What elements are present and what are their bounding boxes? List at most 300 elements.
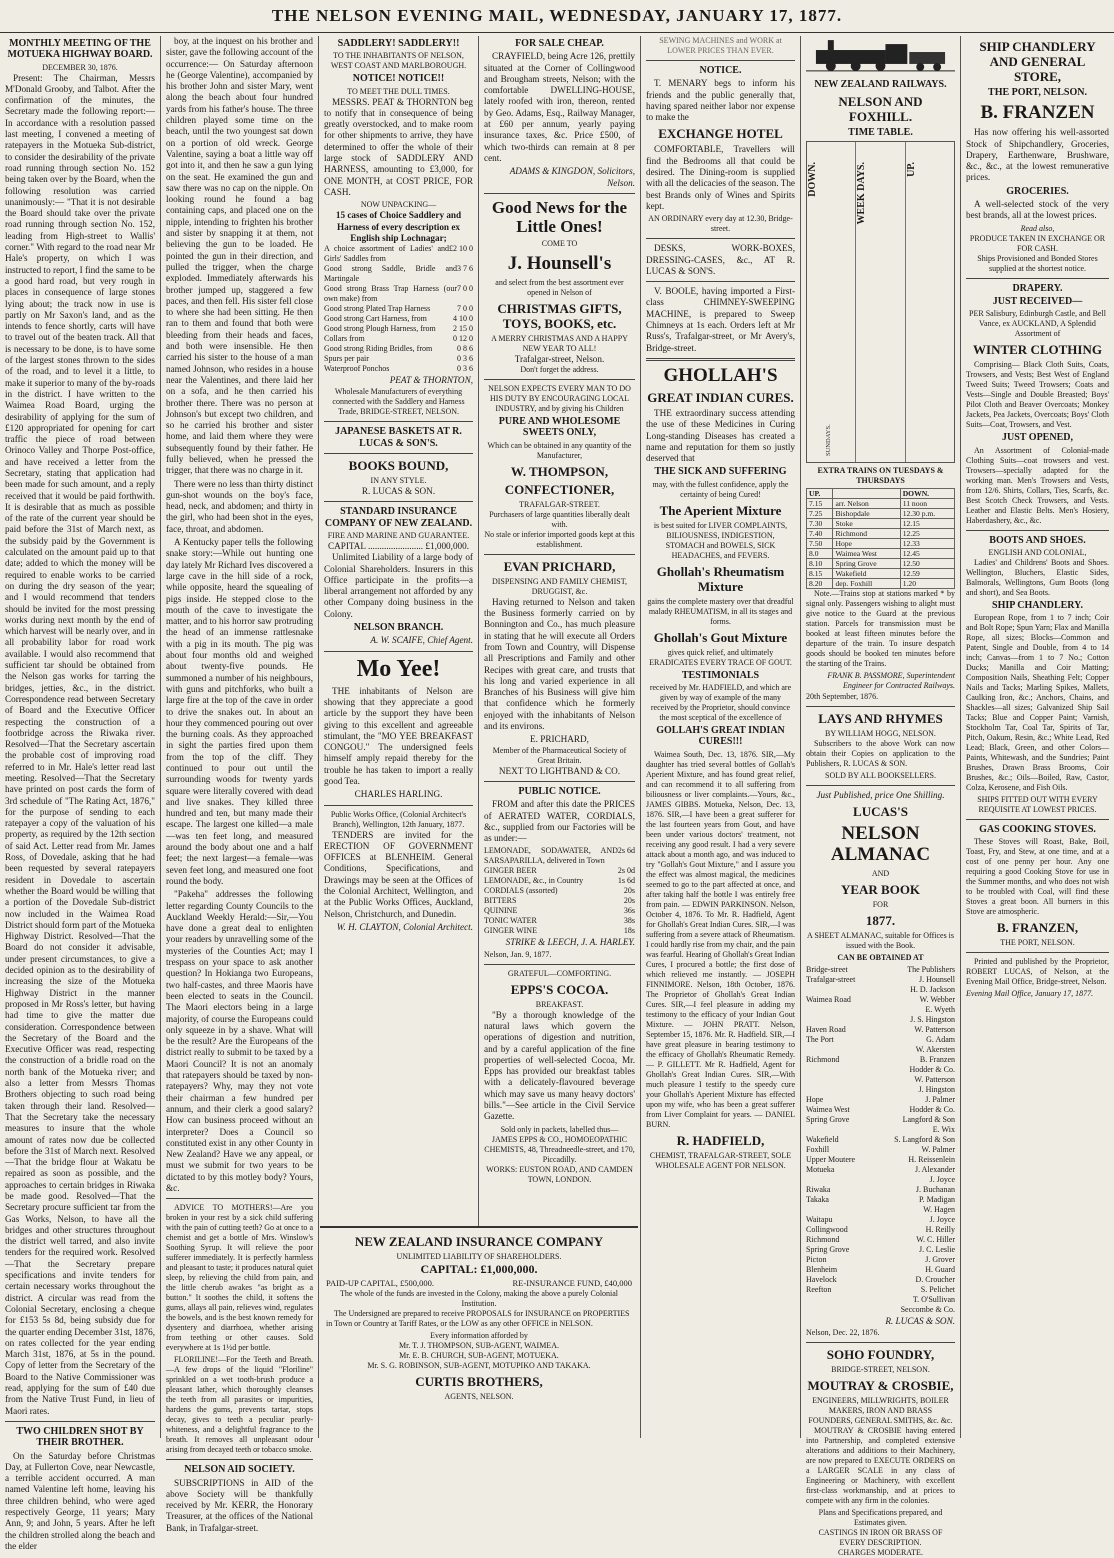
timetable-head: TIME TABLE. — [848, 126, 913, 138]
timetable-cell: Spring Grove — [833, 558, 900, 568]
shot-title: TWO CHILDREN SHOT BY THEIR BROTHER. — [16, 1425, 144, 1449]
hadfield-address: CHEMIST, TRAFALGAR-STREET, SOLE WHOLESALE AGENT FOR NELSON. — [649, 1150, 792, 1170]
divider — [484, 379, 635, 380]
ships-provisioned: Ships Provisioned and Bonded Stores supplied at the shortest notice. — [977, 253, 1098, 273]
divider — [5, 1421, 155, 1422]
agent-row-cell: W. Patterson — [914, 1025, 955, 1035]
agent-row-cell: J. Hingston — [918, 1085, 955, 1095]
agent-row-cell: Reefton — [806, 1285, 832, 1295]
sewing-machines-note: SEWING MACHINES and WORK at LOWER PRICES THAN EVER. — [659, 36, 782, 55]
menary-text-2: COMFORTABLE, Travellers will find the Bedrooms all that could be desired. The Dining-room is supplied with all the delicacies of the season. The best Brands only of Wines and Spirits kept. — [646, 144, 795, 211]
timetable-cell: 12.15 — [900, 518, 954, 528]
timetable-row — [807, 568, 955, 578]
soho-address: BRIDGE-STREET, NELSON. — [831, 1365, 930, 1375]
agent-row — [806, 1095, 955, 1105]
insurance-text: Unlimited Liability of a large body of Colonial Shareholders. Insurers in this Office participate in the profits—a liberal arrangement not afforded by any other Company doing business in the Colony. — [324, 552, 473, 619]
price-row-cell: Good strong Plated Trap Harness — [324, 304, 431, 314]
just-opened: JUST OPENED, — [1002, 432, 1073, 444]
timetable-row — [807, 518, 955, 528]
franzen-text: Has now offering his well-assorted Stock of Shipchandlery, Groceries, Drapery, Earthenware, Brushware, &c., &c., at the lowest remunerative prices. — [966, 127, 1109, 183]
timetable-cell: Waimea West — [833, 548, 900, 558]
agent-row — [806, 1065, 955, 1075]
timetable-cell: dep. Foxhill — [833, 578, 900, 588]
week-days-label: WEEK DAYS. — [856, 161, 868, 225]
agent-row — [806, 1185, 955, 1195]
standard-insurance-head: STANDARD INSURANCE COMPANY OF NEW ZEALAND. — [324, 506, 473, 529]
extra-trains: EXTRA TRAINS ON TUESDAYS & THURSDAYS — [817, 465, 944, 485]
price-row — [324, 244, 473, 264]
timetable-note: Note.—Trains stop at stations marked * by signal only. Passengers wishing to alight must give notice to the Guard at the previous station. Parcels for transmission must be booked at least fifteen minutes before the departure of the train. To insure despatch goods should be booked ten minutes before the starting of the Trains. — [806, 588, 955, 668]
price-row-cell: 4 10 0 — [453, 314, 473, 324]
franzen-address-2: THE PORT, NELSON. — [1000, 938, 1075, 948]
lays-text: Subscribers to the above Work can now obtain their Copies on application to the Publishers, R. LUCAS & SON. — [806, 738, 955, 768]
timetable-cell: 8.10 — [807, 558, 833, 568]
thompson-intro: NELSON EXPECTS EVERY MAN TO DO HIS DUTY BY ENCOURAGING LOCAL INDUSTRY, and by giving his Children — [488, 384, 631, 414]
timetable-cell: 8.0 — [807, 548, 833, 558]
winter-clothing-list: Comprising— Black Cloth Suits, Coats, Trowsers, and Vests; Best West of England Tweed Suits; Tweed Trowsers; Coats and Vests—Single and Double Breasted; Boys' Pilot Cloth and Beaver Overcoats; Monkey Jackets, Pea Jackets, Overcoats; Boys' Cloth Suits—Coat, Trowsers, and Vest. — [966, 360, 1109, 430]
agent-row-cell: Trafalgar-street — [806, 975, 856, 985]
chandlery-list: European Rope, from 1 to 7 inch; Coir and Bolt Rope; Spun Yarn; Flax and Manilla Rope, all sizes; Blocks—Common and Patent, Single and Double, from 4 to 14 inch; Canvas—from 1 to 7 No.; Cotton Ducks; Manilla and Coir Matting; Composition Nails, Sheathing Felt; Copper Nails and Tacks; Marling Spikes, Mallets, Caulking Iron, &c.; Anchors, Chains, and Shackles—all sizes; Galvanized Ship Sail Tacks; Blue and Copper Paint; Varnish, Stockholm Tar, Coal Tar, Spirits of Tar, Pitch, Oakum, Resin, &c.; White Lead, Red Lead; Black, Green, and other Colors—Paints, Whitewash, and the Sundries; Paint Brushes, Drawn Brass Brooms, Coir Brushes, &c.; Oils—Boiled, Raw, Castor, Colza, Kerosene, and Fish Oils. — [966, 613, 1109, 793]
agent-row — [806, 965, 955, 975]
castings: CASTINGS IN IRON OR BRASS OF EVERY DESCRIPTION. — [818, 1528, 943, 1548]
nelson-branch: NELSON BRANCH. — [353, 622, 444, 634]
agent-row-cell: B. Franzen — [919, 1055, 955, 1065]
moutray-text: MOUTRAY & CROSBIE having entered into Partnership, and completed extensive alterations and additions to their Machinery, are now prepared to EXECUTE ORDERS on a LARGER SCALE in any class of Engineering or Machinery, with excellent first-class workmanship, and at prices to compete with any firm in the colonies. — [806, 1426, 955, 1506]
timetable-row — [807, 538, 955, 548]
divider — [646, 60, 795, 61]
drink-row — [484, 926, 635, 936]
price-row — [324, 264, 473, 284]
agent-row-cell: Waitapu — [806, 1215, 833, 1225]
divider — [966, 819, 1109, 820]
produce-note: PRODUCE TAKEN IN EXCHANGE OR FOR CASH. — [969, 233, 1106, 253]
agent-row — [806, 1165, 955, 1175]
timetable-cell: 12.50 — [900, 558, 954, 568]
timetable-cell: 7.40 — [807, 528, 833, 538]
shot-story-wounds: There were no less than thirty distinct gun-shot wounds on the boy's face, head, neck, and abdomen; and thirty in the girl, who had been shot in the eyes, face, throat, and abdomen. — [166, 478, 313, 534]
timetable-cell: Richmond — [833, 528, 900, 538]
sub-agent: Mr. E. B. CHURCH, SUB-AGENT, MOTUEKA. — [399, 1351, 559, 1360]
fire-marine: FIRE AND MARINE AND GUARANTEE. — [327, 530, 470, 540]
agent-row-cell: W. Patterson — [914, 1075, 955, 1085]
price-row-cell: 3 7 6 — [457, 264, 473, 274]
timetable-cell: 7.25 — [807, 508, 833, 518]
price-row — [324, 334, 473, 344]
evan-prichard-text: Having returned to Nelson and taken the Business formerly carried on by Bonnington and Co., has much pleasure in stating that he will execute all Orders from Town and Country, will Dispense all Prescriptions and Family and other Recipes with great care, and trusts that his long and varied experience in all Branches of his Business will give him that confidence which he formerly enjoyed with the inhabitants of Nelson and its environs. — [484, 596, 635, 732]
peat-address: Wholesale Manufacturers of everything connected with the Saddlery and Harness Trade, BRIDGE-STREET, NELSON. — [332, 387, 465, 417]
lays-sold: SOLD BY ALL BOOKSELLERS. — [825, 770, 936, 780]
mo-yee-head: Mo Yee! — [356, 655, 441, 682]
drink-row — [484, 846, 635, 866]
timetable-cell: 11 noon — [900, 498, 954, 508]
divider — [806, 785, 955, 786]
timetable-cell: 12.33 — [900, 538, 954, 548]
testimonial-letters: Waimea South, Dec. 13, 1876. SIR,—My daughter has tried several bottles of Gollah's Aperient Mixture, and has found great relief, and can recommend it to all suffering from biliousness or liver complaints.—Yours, &c., JAMES GIBBS. Motueka, Nelson, Dec. 13, 1876. SIR,—I have been a great sufferer for the last fourteen years from Gout, and have been under various doctors' treatment, not receiving any good result. I had a very severe attack about a month ago, and was induced to try "Gollah's Gout Mixture," and I assure you the effect was almost magical, the medicines seemed to go to the part affected at once, and after taking half the bottle I was entirely free from pain. — EDWIN PARKINSON. Nelson, October 4, 1876. To Mr. R. Hadfield, Agent for Ghollah's Great Indian Cures. SIR,—I was suffering from a severe attack of Rheumatism. I could hardly rise from my chair, and the pain was fearful. Hearing of Ghollah's Great Indian Cures, I procured a bottle; the first dose of which relieved me instantly. — JOSEPH FINNIMORE. Nelson, 18th October, 1876. The Proprietor of Ghollah's Great Indian Cures. SIR,—I feel pleasure in adding my testimony to the efficacy of your Indian Gout Mixture. — JOHN PRATT. Nelson, September 15, 1876. Mr. R. Hadfield. SIR,—I have great pleasure in bearing testimony to the efficacy of Ghollah's Rheumatic Remedy. — P. GILLETT. Mr R. Hadfield, Agent for Ghollah's Great Indian Cures. SIR,—With much pleasure I testify to the speedy cure your Ghollah's Aperient Mixture has effected upon my wife, who has been a great sufferer from Liver Complaint for years. — DANIEL BURN. — [646, 749, 795, 1129]
reinsurance-fund: RE-INSURANCE FUND, £40,000 — [512, 1277, 632, 1288]
sub-agent: Mr. S. G. ROBINSON, SUB-AGENT, MOTUPIKO AND TAKAKA. — [367, 1361, 591, 1370]
agent-row-cell: Seccombe & Co. — [900, 1305, 955, 1315]
drink-row-cell: LEMONADE, &c., in Country — [484, 876, 584, 886]
gout-text: gives quick relief, and ultimately ERADICATES EVERY TRACE OF GOUT. — [649, 647, 792, 667]
agent-row-cell: P. Madigan — [919, 1195, 955, 1205]
agent-row — [806, 1305, 955, 1315]
agent-row — [806, 1255, 955, 1265]
timetable-cell: 1.20 — [900, 578, 954, 588]
drink-row — [484, 906, 635, 916]
franzen-name: B. FRANZEN — [980, 102, 1095, 124]
agent-row — [806, 1105, 955, 1115]
divider — [646, 358, 795, 361]
agent-row — [806, 1225, 955, 1235]
drink-row — [484, 876, 635, 886]
price-row-cell: Good strong Riding Bridles, from — [324, 344, 433, 354]
timetable-cell: 7.30 — [807, 518, 833, 528]
agent-row-cell: Haven Road — [806, 1025, 846, 1035]
advice-to-mothers: ADVICE TO MOTHERS!—Are you broken in your rest by a sick child suffering with the pain of cutting teeth? Go at once to a chemist and get a bottle of Mrs. Winslow's Soothing Syrup. It will relieve the poor sufferer immediately. It is perfectly harmless and pleasant to taste; it produces natural quiet sleep, by relieving the child from pain, and the little cherub awakes "as bright as a button." It soothes the child, it softens the gums, allays all pain, relieves wind, regulates the bowels, and is the best known remedy for dysentery and diarrhoea, whether arising from teething or other causes. Sold everywhere at 1s 1½d per bottle. — [166, 1203, 313, 1353]
books-lucas: R. LUCAS & SON. — [361, 486, 436, 497]
agent-row — [806, 1235, 955, 1245]
moutray-trades: ENGINEERS, MILLWRIGHTS, BOILER MAKERS, IRON AND BRASS FOUNDERS, GENERAL SMITHS, &c. &c. — [808, 1396, 953, 1426]
price-row-cell: 7 0 0 — [457, 284, 473, 294]
price-row-cell: Good strong Brass Trap Harness (our own make) from — [324, 284, 457, 304]
divider — [646, 281, 795, 282]
saddlery-to: TO THE INHABITANTS OF NELSON, WEST COAST AND MARLBOROUGH. — [330, 51, 467, 71]
information-afforded: Every information afforded by — [430, 1331, 528, 1340]
extra-trains-table — [806, 488, 955, 589]
timetable-down-block — [807, 142, 856, 462]
divider — [324, 421, 473, 422]
price-row-cell: £2 10 0 — [449, 244, 473, 254]
price-row — [324, 284, 473, 304]
passmore-sign: FRANK B. PASSMORE, Superintendent Engineer for Contracted Railways. — [827, 670, 955, 690]
funds-invested: The whole of the funds are invested in the Colony, making the above a purely Colonial Institution. — [339, 1289, 619, 1308]
timetable-row — [807, 508, 955, 518]
thompson-name: W. THOMPSON, — [510, 463, 609, 479]
just-received: JUST RECEIVED— — [992, 295, 1083, 307]
drink-row — [484, 896, 635, 906]
drink-row — [484, 866, 635, 876]
agent-row-cell: Hodder & Co. — [909, 1065, 955, 1075]
timetable-row — [807, 528, 955, 538]
aperient-mixture: The Aperient Mixture — [659, 502, 782, 518]
divider — [484, 964, 635, 965]
agent-row-cell: Bridge-street — [806, 965, 848, 975]
unlimited-liability: UNLIMITED LIABILITY OF SHAREHOLDERS. — [396, 1252, 562, 1261]
price-row — [324, 304, 473, 314]
good-news-head: Good News for the Little Ones! — [491, 197, 628, 236]
aperient-text: is best suited for LIVER COMPLAINTS, BILIOUSNESS, INDIGESTION, STOMACH and BOWELS, SICK HEADACHES, and FEVERS. — [653, 520, 788, 560]
curtis-agents: AGENTS, NELSON. — [444, 1392, 514, 1401]
boots-text: Ladies' and Childrens' Boots and Shoes. Wellington, Bluchers, Elastic Sides, Balmorals, Wellingtons, Gum Boots (long and short), and Sea Boots. — [966, 557, 1109, 597]
timetable-header-cell — [833, 488, 900, 498]
for-label: FOR — [872, 900, 889, 910]
timetable-cell: Stoke — [833, 518, 900, 528]
agent-row — [806, 1025, 955, 1035]
rheumatism-mixture: Ghollah's Rheumatism Mixture — [656, 563, 785, 594]
scaife-sign: A. W. SCAIFE, Chief Agent. — [370, 635, 473, 646]
agent-row — [806, 1245, 955, 1255]
public-works-office: Public Works Office, (Colonial Architect's Branch), Wellington, 12th January, 1877. — [330, 809, 467, 829]
lays-by: BY WILLIAM HOGG, NELSON. — [825, 728, 936, 738]
agent-row-cell: H. Reilly — [925, 1225, 955, 1235]
drink-row-cell: GINGER WINE — [484, 926, 537, 936]
gollah-cures: GOLLAH'S GREAT INDIAN CURES!!! — [656, 725, 785, 748]
timetable-row — [807, 498, 955, 508]
agent-row — [806, 1265, 955, 1275]
ghollah-text: THE extraordinary success attending the use of these Medicines in Curing Long-standing Diseases has created a name and reputation for them so justly deserved that — [646, 407, 795, 464]
ships-fitted: SHIPS FITTED OUT WITH EVERY REQUISITE AT LOWEST PRICES. — [977, 795, 1098, 815]
almanac-agents-list — [806, 965, 955, 1315]
epps-grateful: GRATEFUL—COMFORTING. — [507, 968, 612, 978]
agent-row-cell: S. Langford & Son — [894, 1135, 955, 1145]
drinks-price-list — [484, 846, 635, 936]
agent-row — [806, 1045, 955, 1055]
hounsell-sub: and select from the best assortment ever opened in Nelson of — [495, 277, 624, 297]
gas-stoves-head: GAS COOKING STOVES. — [979, 824, 1096, 836]
read-also: Read also, — [1020, 223, 1055, 233]
passmore-date: 20th September, 1876. — [806, 691, 879, 701]
agent-row — [806, 1015, 955, 1025]
price-row-cell: Spurs per pair — [324, 354, 369, 364]
price-row — [324, 364, 473, 374]
divider — [484, 554, 635, 555]
agent-row — [806, 995, 955, 1005]
timetable-cell: Bishopdale — [833, 508, 900, 518]
agent-row-cell: Spring Grove — [806, 1245, 850, 1255]
harling-sign: CHARLES HARLING. — [354, 789, 443, 800]
gas-stoves-text: These Stoves will Roast, Bake, Boil, Toast, Fry, and Stew, at one time, and at a cost of one penny per hour. Any one requiring a good Cooking Stove for use in the Summer months, and who does not wish to be troubled with Coal, will find these Stoves a great boon. All burners in this Stove are atmospheric. — [966, 837, 1109, 917]
agent-row-cell: Blenheim — [806, 1265, 838, 1275]
price-row — [324, 344, 473, 354]
agent-row — [806, 1275, 955, 1285]
meeting-report: Present: The Chairman, Messrs M'Donald Grooby, and Talbot. After the confirmation of the minutes, the Secretary made the following report:— In accordance with a resolution passed last meeting, I convened a meeting of ratepayers in the Motueka Sub-district, to consider the desirability of the private road running through section No. 152 being taken over by the Board, when the following resolution was carried unanimously:— "That it is not desirable the Board should take over the private road running through section No. 152, leading from High-street to Wallis' corner." With regard to the road near Mr Hale's property, on which I was instructed to report, I find the same to be a good hard road, but very rough in places in consequence of large stones lying about; the track now in use is partly on Mr Saxon's land, and as the intends to fence shortly, carts will have to travel out of the beaten track. All that is necessary to be done, is to have some of the largest stones thrown to the sides of the road, and to level it a little, to make it superior to many of the by-roads in the district. I have written to the Waimea Road Board, urging the desirability of applying for the sum of £120 appropriated for opening for cart traffic the piece of road between Orinoco Valley and Thorpe Post-office, and have received a letter from the Secretary, stating that application had been made for such amount, and a reply received that it would be paid forthwith. It is desirable that as much as possible of the rate of the current year should be paid before the 31st of March next, as the subsidy paid by the Government is calculated on the amount paid up to that date; added to which the money will be required to enable works to be carried on during the dry season of the year; and I would recommend that tenders should be invited for the most pressing works during next month by the end of which harvest will be nearly over, and in all probability labor for road work available. I would also recommend that sufficient tar should be obtained from the Nelson gas works for tarring the bridges, jetties, &c., in the district. Correspondence read between Secretary of Board and the Executive Officer respecting the construction of a footbridge across the Riwaka river. Resolved—That the Secretary ascertain the probable cost of improving road referred to in Mr. Hale's letter read last meeting. Resolved—That the Secretary have printed on post cards the form of 3rd schedule of "The Rating Act, 1876," for the purpose of sending to each ratepayer a copy of the valuation of his property, as required by the 12th section of said Act. Letter read from Mr. James Ross, of Dovedale, asking that he had been requested by several ratepayers resident in Dovedale to ascertain whether the Board would be willing that a portion of the Dovedale Sub-district now included in the Waimea Road District should form part of the Motueka Highway District. Resolved—That the Board do not consider it advisable, under present circumstances, to give a decided opinion as to the desirability of increasing the size of the Motueka Highway District in the manner proposed in Mr Ross's letter, but having had time to give the matter due consideration. Correspondence between the Secretary of the Board and the Executive Officer was read, respecting the construction of a bridle road on the north bank of the Motueka river; and also a letter from Messrs Thomas Brothers objecting to such road being taken through their land. Resolved—That the Secretary take the necessary measures to insure that the whole amount of rates now due be collected before the 31st of March next. Resolved—That the bridge flour at Wakatu be repaired as soon as possible, and the approaches to certain bridges in Riwaka be made good. Resolved—That the Secretary procure sufficient tar from the Gas Works, Nelson, to have all the bridges and other structures throughout the district well tarred, and also invite tenders for the required work. Resolved—That the Secretary prepare specifications and invite tenders for certain necessary works throughout the district. A circular was read from the Colonial Secretary, enclosing a cheque for £153 5s 8d, being subsidy due for the quarter ending December 31st, 1876, on rates collected for the year ending March 31st, 1876, at 5s in the pound. Copy of letter from the Secretary of the Board to the Native Commissioner was read, applying for the sum of £40 due from the Native Trust Fund, in lieu of Maori rates. — [5, 72, 155, 1416]
notice-head: NOTICE. — [699, 65, 742, 76]
divider — [324, 453, 473, 454]
drink-row-cell: 18s — [623, 926, 635, 936]
adams-kingdon-sign: ADAMS & KINGDON, Solicitors, Nelson. — [509, 166, 635, 188]
just-published: Just Published, price One Shilling. — [816, 789, 945, 800]
groceries-head: GROCERIES. — [1006, 185, 1069, 197]
public-notice-head: PUBLIC NOTICE. — [518, 785, 601, 797]
agent-row-cell: Hodder & Co. — [909, 1105, 955, 1115]
moutray-crosbie: MOUTRAY & CROSBIE, — [807, 1378, 954, 1394]
timetable-row — [807, 558, 955, 568]
saddlery-head: SADDLERY! SADDLERY!! — [337, 38, 460, 49]
up-label: UP. — [905, 161, 917, 177]
timetable-cell: 12.30 p.m. — [900, 508, 954, 518]
testimonials-head: TESTIMONIALS — [681, 669, 760, 681]
drink-row-cell: 20s — [623, 896, 635, 906]
column-5 — [640, 36, 800, 1438]
evan-prichard-sub: DISPENSING AND FAMILY CHEMIST, DRUGGIST, &c. — [491, 576, 628, 596]
pure-sweets: PURE AND WHOLESOME SWEETS ONLY, — [498, 416, 621, 439]
agent-row — [806, 1055, 955, 1065]
testimonials-text: received by Mr. HADFIELD, and which are given by way of example of the many received by the Proprietor, should convince the most sceptical of the excellence of — [649, 683, 792, 723]
lucas-date: Nelson, Dec. 22, 1876. — [806, 1328, 880, 1338]
agent-row-cell: Hope — [806, 1095, 824, 1105]
agent-row-cell: Upper Moutere — [806, 1155, 856, 1165]
divider — [484, 781, 635, 782]
peat-sign: PEAT & THORNTON, — [389, 375, 473, 386]
divider — [324, 651, 473, 652]
agent-row-cell: J. Grover — [925, 1255, 955, 1265]
meeting-title: MONTHLY MEETING OF THE MOTUEKA HIGHWAY BOARD. — [7, 38, 153, 61]
agent-row-cell: Spring Grove — [806, 1115, 850, 1125]
epps-sign: JAMES EPPS & CO., HOMOEOPATHIC CHEMISTS, 48, Threadneedle-street, and 170, Piccadilly. — [484, 1134, 635, 1164]
agent-row — [806, 985, 955, 995]
agent-row — [806, 1145, 955, 1155]
drink-row-cell: TONIC WATER — [484, 916, 537, 926]
agent-row-cell: S. Pelichet — [920, 1285, 955, 1295]
curtis-brothers: CURTIS BROTHERS, — [415, 1374, 543, 1389]
dull-times: TO MEET THE DULL TIMES. — [347, 86, 450, 96]
paid-up-capital: PAID-UP CAPITAL, £500,000. — [326, 1277, 435, 1288]
county-letter: "Pakeha" addresses the following letter regarding County Councils to the Auckland Weekly Herald:—Sir,—You have done a great deal to enlighten your readers by unravelling some of the mysteries of the Counties Act; may I trespass on your space to ask another question? In Hokianga two Europeans, two half-castes, and three Maoris have been elected to seats in the Council. The Maori electors being in a large majority, of course the Europeans could only squeeze in by a shave. What will be the result? Are the Europeans of the district really to submit to be taxed by a Maori Council? It is not an anomaly that ratepayers should be taxed by non-ratepayers? Why, may they not vote their chairman a few hundred per annum, and their clerk a good salary? How can business proceed without an interpreter? Does a Council so constituted exist in any other County in New Zealand? Have we any appeal, or must we submit for two years to be dictated to by this motley body? Yours, &c. — [166, 889, 313, 1193]
almanac-title: NELSON ALMANAC — [830, 823, 931, 866]
timetable-header-row — [807, 488, 955, 498]
books-style: IN ANY STYLE. — [370, 476, 427, 486]
exchange-hotel: EXCHANGE HOTEL — [658, 126, 783, 142]
aid-society-text: SUBSCRIPTIONS in AID of the above Society will be thankfully received by Mr. KERR, the Honorary Treasurer, at the offices of the National Bank, in Trafalgar-street. — [166, 1477, 313, 1533]
timetable-cell: 12.59 — [900, 568, 954, 578]
agent-row-cell: Motueka — [806, 1165, 835, 1175]
epps-sold: Sold only in packets, labelled thus— — [500, 1124, 619, 1134]
evan-prichard-head: EVAN PRICHARD, — [503, 558, 616, 574]
timetable-header-cell: DOWN. — [900, 488, 954, 498]
divider — [324, 501, 473, 502]
gout-mixture: Ghollah's Gout Mixture — [653, 629, 788, 645]
confectioner-address: TRAFALGAR-STREET. — [519, 499, 600, 509]
timetable-cell: 8.20 — [807, 578, 833, 588]
agent-row-cell: Langford & Son — [902, 1115, 955, 1125]
clayton-sign: W. H. CLAYTON, Colonial Architect. — [336, 921, 473, 932]
agent-row-cell: The Publishers — [907, 965, 955, 975]
price-row-cell: 0 8 6 — [457, 344, 473, 354]
agent-row — [806, 1115, 955, 1125]
drapery-head: DRAPERY. — [1012, 282, 1063, 294]
boots-head: BOOTS AND SHOES. — [989, 534, 1086, 546]
nz-insurance-head: NEW ZEALAND INSURANCE COMPANY — [354, 1234, 604, 1249]
agent-row-cell: Foxhill — [806, 1145, 830, 1155]
divider — [646, 238, 795, 239]
timetable-cell: 12.25 — [900, 528, 954, 538]
drink-row-cell: LEMONADE, SODAWATER, AND SARSAPARILLA, delivered in Town — [484, 846, 618, 866]
agent-row-cell: J. C. Leslie — [919, 1245, 955, 1255]
imprint-date: Evening Mail Office, January 17, 1877. — [966, 989, 1094, 999]
for-sale-text: CRAYFIELD, being Acre 126, prettily situated at the Corner of Collingwood and Brougham streets, Nelson; with the comfortable DWELLING-HOUSE, lately roofed with iron, thereon, rented by Geo. Adams, Esq., Railway Manager, at £60 per annum, yearly paying insurance taxes, &c. Price £500, of which two-thirds can remain at 8 per cent. — [484, 51, 635, 163]
ghollah-head: GHOLLAH'S — [663, 364, 778, 386]
peat-announcement: MESSRS. PEAT & THORNTON beg to notify that in consequence of being greatly overstocked, and to make room for other shipments to arrive, they have determined to offer the whole of their large stock of SADDLERY AND HARNESS, amounting to £3,000, for ONE MONTH, at COST PRICE, FOR CASH. — [324, 96, 473, 197]
epps-head: EPPS'S COCOA. — [510, 981, 609, 997]
for-sale-head: FOR SALE CHEAP. — [515, 38, 604, 49]
agent-row-cell: E. Wix — [932, 1125, 955, 1135]
and-label: AND — [871, 869, 890, 879]
hounsell-name: J. Hounsell's — [507, 252, 612, 274]
divider — [484, 193, 635, 194]
agent-row-cell: The Port — [806, 1035, 834, 1045]
salisbury-note: PER Salisbury, Edinburgh Castle, and Bell Vance, ex AUCKLAND, A Splendid Assortment of — [969, 309, 1106, 339]
agent-row — [806, 1085, 955, 1095]
price-row — [324, 314, 473, 324]
ghollah-text-2: may, with the fullest confidence, apply the certainty of being Cured! — [652, 479, 789, 499]
christmas-gifts: CHRISTMAS GIFTS, TOYS, BOOKS, etc. — [497, 300, 622, 331]
timetable-cell: Hope — [833, 538, 900, 548]
drink-row-cell: 36s — [623, 906, 635, 916]
japanese-baskets: JAPANESE BASKETS AT R. LUCAS & SON'S. — [335, 426, 462, 449]
agent-row-cell: G. Adam — [926, 1035, 955, 1045]
unpacking: NOW UNPACKING— — [360, 200, 437, 210]
price-row-cell: Good strong Plough Harness, from — [324, 324, 436, 334]
sick-and-suffering: THE SICK AND SUFFERING — [654, 466, 787, 478]
almanac-year: 1877. — [865, 913, 896, 929]
evan-address: NEXT TO LIGHTBAND & CO. — [498, 765, 621, 776]
timetable-cell: 7.15 — [807, 498, 833, 508]
drink-row-cell: 2s 6d — [617, 846, 635, 856]
divider — [166, 1459, 313, 1460]
epps-sub: BREAKFAST. — [535, 999, 584, 1009]
tenders-text: TENDERS are invited for the ERECTION OF GOVERNMENT OFFICES at BLENHEIM. General Conditions, Specifications, and Drawings may be seen at the Offices of the Colonial Architect, Wellington, and at the Public Works Offices, Auckland, Nelson, Christchurch, and Dunedin. — [324, 829, 473, 919]
timetable-up-block — [906, 142, 954, 462]
boots-sub: ENGLISH AND COLONIAL, — [988, 547, 1087, 557]
evan-member: Member of the Pharmaceutical Society of Great Britain. — [492, 745, 627, 765]
drink-row-cell: 1s 6d — [617, 876, 635, 886]
agent-row-cell: H. D. Jackson — [910, 985, 955, 995]
ordinary-note: AN ORDINARY every day at 12.30, Bridge-street. — [648, 214, 793, 234]
sub-agents-list — [326, 1341, 632, 1371]
saddlery-price-list — [324, 244, 473, 374]
timetable-weekdays-block — [856, 142, 905, 462]
agent-row-cell: E. Wyeth — [925, 1005, 955, 1015]
capital-row — [326, 1278, 632, 1290]
drink-row-cell: QUININE — [484, 906, 518, 916]
agent-row-cell: J. Buchanan — [915, 1185, 955, 1195]
aid-society-title: NELSON AID SOCIETY. — [184, 1464, 295, 1476]
rheumatism-text: gains the complete mastery over that dreadful malady RHEUMATISM, in all its stages and forms. — [647, 596, 794, 626]
agent-row-cell: H. Reissenlein — [908, 1155, 955, 1165]
agent-row-cell: W. Webber — [919, 995, 955, 1005]
timetable-cell: 7.50 — [807, 538, 833, 548]
divider — [966, 278, 1109, 279]
divider — [966, 952, 1109, 953]
agent-row — [806, 1155, 955, 1165]
shot-story: On the Saturday before Christmas Day, at Fullerton Cove, near Newcastle, a terrible accident occurred. A man named Valentine left home, leaving his three children behind, who were aged respectively George, 11 years; Mary Ann, 9; and John, 5 years. After he left the children strolled along the beach and the elder — [5, 1450, 155, 1551]
no-stale-note: No stale or inferior imported goods kept at this establishment. — [484, 529, 635, 549]
cases-line: 15 cases of Choice Saddlery and Harness of every description ex English ship Lochnagar; — [335, 210, 462, 243]
agent-row-cell: J. S. Hingston — [910, 1015, 955, 1025]
agent-row-cell: H. Guard — [925, 1265, 955, 1275]
timetable-row — [807, 578, 955, 588]
price-row-cell: 0 3 6 — [457, 364, 473, 374]
strike-leech-sign: STRIKE & LEECH, J. A. HARLEY. — [505, 937, 635, 948]
agent-row — [806, 1295, 955, 1305]
insurance-capital: CAPITAL ........................ £1,000,000. — [327, 540, 470, 551]
agent-row-cell: J. Palmer — [925, 1095, 955, 1105]
dont-forget: Don't forget the address. — [520, 365, 599, 375]
down-label: DOWN. — [807, 161, 818, 197]
price-row-cell: A choice assortment of Ladies' and Girls' Saddles from — [324, 244, 449, 264]
agent-row — [806, 1195, 955, 1205]
divider — [166, 1198, 313, 1199]
agent-row-cell: W. Palmer — [921, 1145, 955, 1155]
divider — [806, 706, 955, 707]
timetable-cell: Wakefield — [833, 568, 900, 578]
printers-imprint: Printed and published by the Proprietor, ROBERT LUCAS, of Nelson, at the Evening Mail Office, Bridge-street, Nelson. — [966, 957, 1109, 987]
agent-row-cell: W. C. Hiller — [916, 1235, 955, 1245]
divider — [806, 1342, 955, 1343]
agent-row — [806, 1035, 955, 1045]
evan-sign: E. PRICHARD, — [530, 734, 589, 745]
divider — [324, 805, 473, 806]
